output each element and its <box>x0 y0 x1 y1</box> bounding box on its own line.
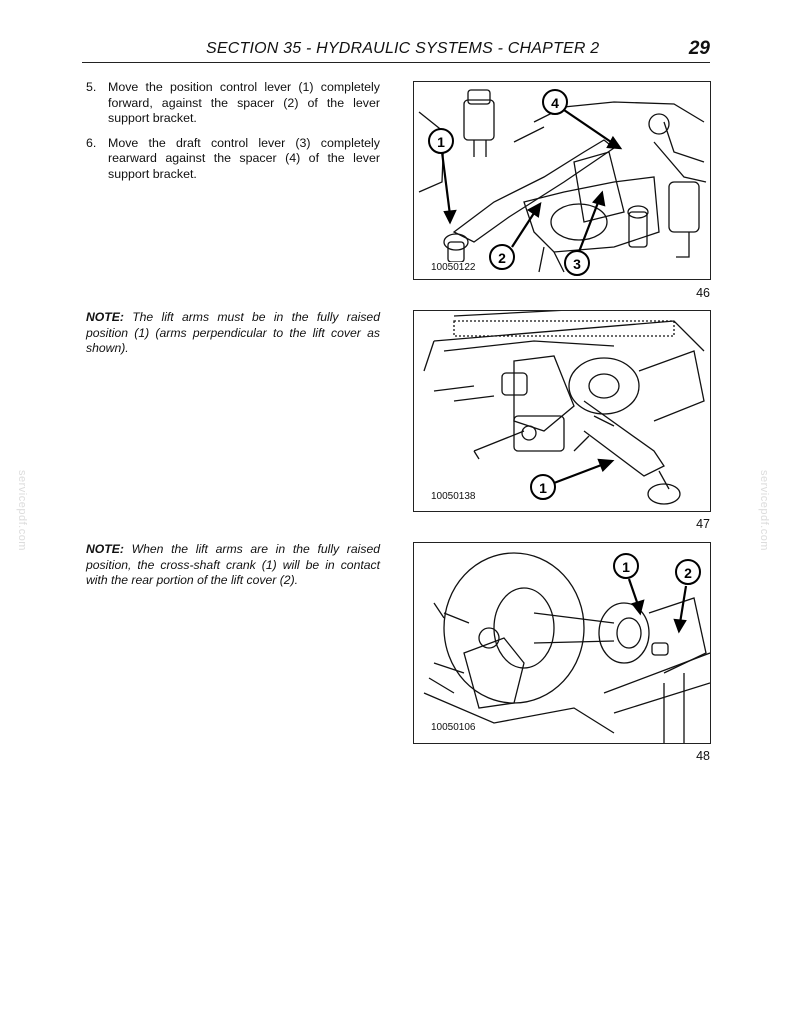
figure-46 <box>413 81 711 280</box>
svg-text:3: 3 <box>573 256 581 272</box>
figure-code: 10050122 <box>431 262 476 273</box>
figure-code: 10050138 <box>431 491 476 502</box>
note-label: NOTE: <box>86 542 124 556</box>
note-lift-arms-raised <box>86 310 380 357</box>
callout-2 <box>490 245 514 269</box>
svg-text:1: 1 <box>622 559 630 575</box>
procedure-steps <box>86 80 380 191</box>
note-text: The lift arms must be in the fully raised position (1) (arms perpendicular to the lift cover as shown). <box>86 310 380 355</box>
page-number: 29 <box>688 38 710 59</box>
header-rule <box>82 62 710 63</box>
step-number: 5. <box>86 80 97 94</box>
callout-1 <box>614 554 638 578</box>
svg-text:2: 2 <box>498 250 506 266</box>
cross-shaft-crank-drawing <box>414 543 710 743</box>
callout-4 <box>543 90 567 114</box>
step-number: 6. <box>86 135 97 150</box>
figure-number-48: 48 <box>696 749 710 763</box>
note-cross-shaft-crank <box>86 542 380 589</box>
figure-47 <box>413 310 711 512</box>
note-text: When the lift arms are in the fully raised position, the cross-shaft crank (1) will be in contact with the rear portion of the lift cover (2). <box>86 542 380 587</box>
page-header-title: SECTION 35 - HYDRAULIC SYSTEMS - CHAPTER 2 <box>206 40 600 57</box>
svg-text:1: 1 <box>539 480 547 496</box>
lift-arms-drawing <box>414 311 710 511</box>
callout-1 <box>531 475 555 499</box>
step-text: Move the position control lever (1) completely forward, against the spacer (2) of the lever support bracket. <box>108 80 380 125</box>
figure-number-47: 47 <box>696 517 710 531</box>
figure-48 <box>413 542 711 744</box>
svg-text:1: 1 <box>437 134 445 150</box>
note-label: NOTE: <box>86 310 124 324</box>
svg-text:2: 2 <box>684 565 692 581</box>
figure-code: 10050106 <box>431 722 476 733</box>
watermark-left: servicepdf.com <box>16 470 28 551</box>
figure-number-46: 46 <box>696 286 710 300</box>
svg-text:4: 4 <box>551 95 559 111</box>
step-5 <box>86 80 380 127</box>
callout-3 <box>565 251 589 275</box>
callout-1 <box>429 129 453 153</box>
step-6 <box>86 136 380 183</box>
watermark-right: servicepdf.com <box>758 470 770 551</box>
lever-assembly-drawing <box>414 82 710 279</box>
step-text: Move the draft control lever (3) completely rearward against the spacer (4) of the lever support bracket. <box>108 135 380 181</box>
callout-2 <box>676 560 700 584</box>
